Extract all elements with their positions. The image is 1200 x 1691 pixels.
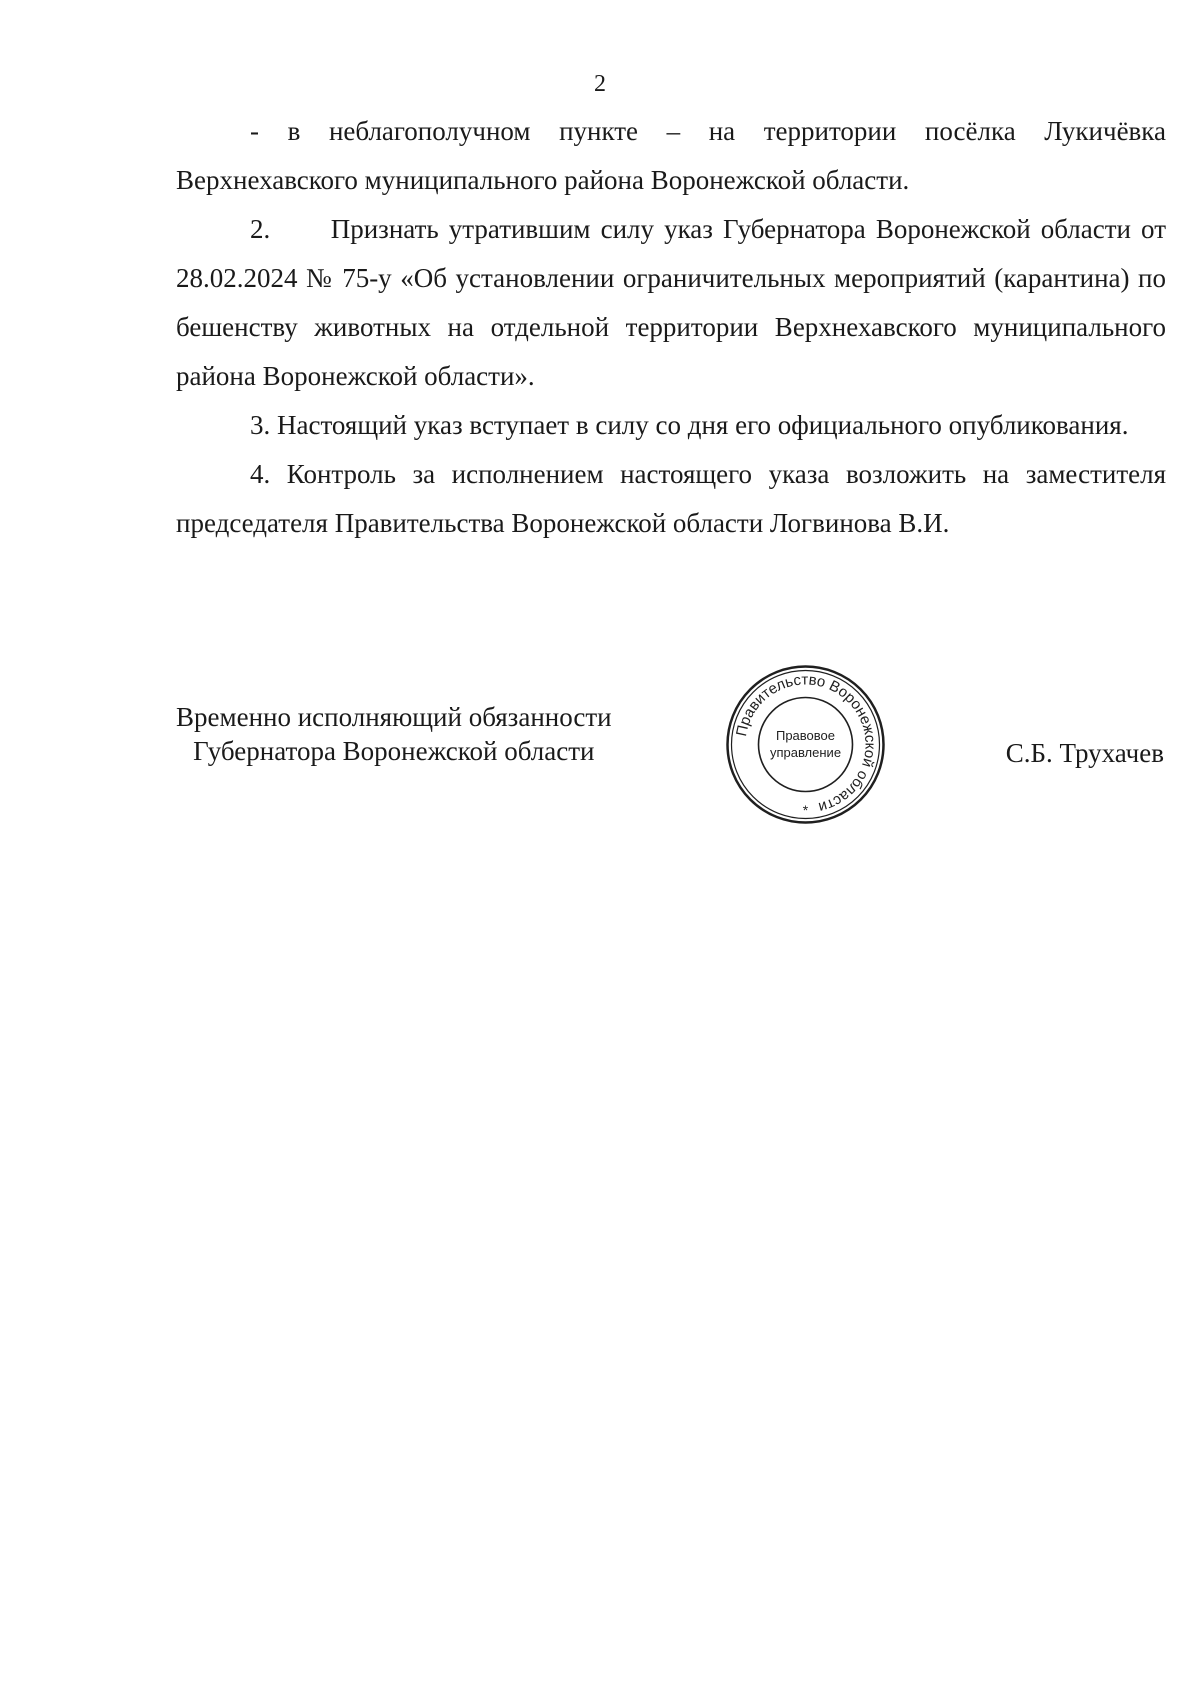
signatory-position-line2: Губернатора Воронежской области: [193, 736, 595, 766]
page-number: 2: [594, 71, 606, 97]
signatory-position: [176, 700, 612, 768]
paragraph-repeal-decree: 2. Признать утратившим силу указ Губернатора Воронежской области от 28.02.2024 № 75-у «Об установлении ограничительных мероприятий (карантина) по бешенству животных на отдельной территории Верхнехавского муниципального района Воронежской области».: [176, 214, 1166, 391]
paragraph-entry-into-force: 3. Настоящий указ вступает в силу со дня его официального опубликования.: [250, 410, 1129, 440]
stamp-ring-text: Правительство Воронежской области: [733, 671, 879, 816]
stamp-center-line2: управление: [769, 745, 842, 760]
stamp-star: *: [802, 802, 809, 818]
paragraph-control: 4. Контроль за исполнением настоящего указа возложить на заместителя председателя Правительства Воронежской области Логвинова В.И.: [176, 459, 1166, 538]
official-stamp: [724, 663, 887, 826]
signatory-position-line1: Временно исполняющий обязанности: [176, 702, 612, 732]
stamp-center-line1: Правовое: [775, 728, 836, 743]
document-body: [176, 107, 1166, 548]
signatory-name: С.Б. Трухачев: [1005, 738, 1164, 768]
paragraph-outbreak-location: - в неблагополучном пункте – на территории посёлка Лукичёвка Верхнехавского муниципального района Воронежской области.: [176, 116, 1166, 195]
